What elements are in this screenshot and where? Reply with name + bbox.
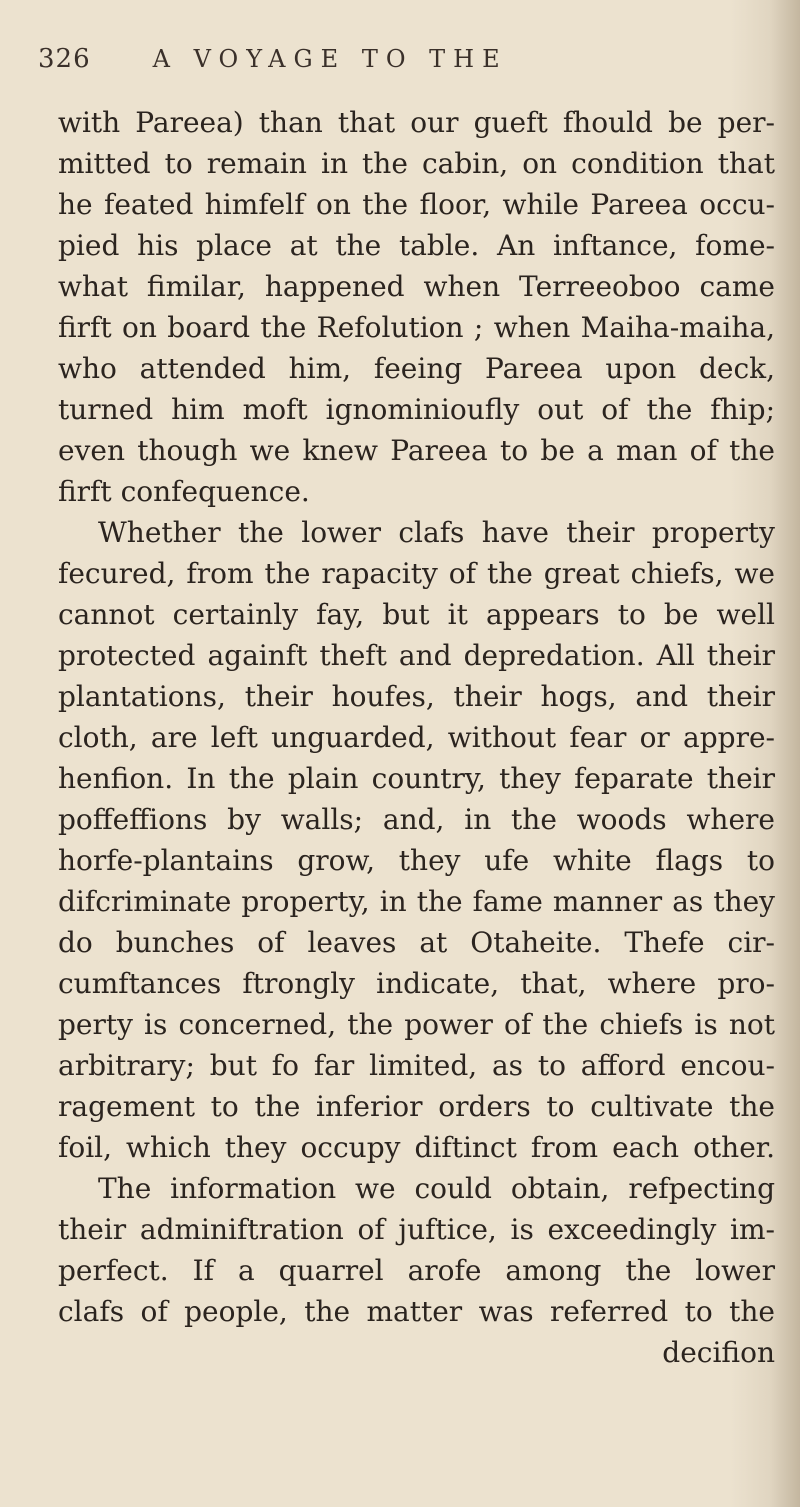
text-line: perty is concerned, the power of the chiefs is not <box>58 1008 775 1041</box>
text-line: henfion. In the plain country, they feparate their <box>58 762 775 795</box>
text-line: he feated himfelf on the floor, while Pareea occu- <box>58 188 775 221</box>
page-number: 326 <box>38 44 91 74</box>
text-line: who attended him, feeing Pareea upon deck, <box>58 352 775 385</box>
text-line: fecured, from the rapacity of the great chiefs, we <box>58 557 775 590</box>
text-line: foil, which they occupy diftinct from each other. <box>58 1131 775 1164</box>
text-line: horfe-plantains grow, they ufe white flags to <box>58 844 775 877</box>
text-line: what fimilar, happened when Terreeoboo came <box>58 270 775 303</box>
text-line: arbitrary; but fo far limited, as to afford encou- <box>58 1049 775 1082</box>
text-line: pied his place at the table. An inftance, fome- <box>58 229 775 262</box>
text-line: mitted to remain in the cabin, on condition that <box>58 147 775 180</box>
running-head: A VOYAGE TO THE <box>152 45 508 73</box>
catchword: decifion <box>662 1336 775 1369</box>
text-line: protected againft theft and depredation. All their <box>58 639 775 672</box>
text-line: plantations, their houfes, their hogs, and their <box>58 680 775 713</box>
text-line: cumftances ftrongly indicate, that, where pro- <box>58 967 775 1000</box>
page-header <box>38 44 578 84</box>
text-line: cannot certainly fay, but it appears to be well <box>58 598 775 631</box>
paragraph-start-line: The information we could obtain, refpecting <box>98 1172 775 1205</box>
text-line: with Pareea) than that our gueft fhould be per- <box>58 106 775 139</box>
text-line: difcriminate property, in the fame manner as they <box>58 885 775 918</box>
text-line: even though we knew Pareea to be a man of the <box>58 434 775 467</box>
text-line: their adminiftration of juftice, is exceedingly im- <box>58 1213 775 1246</box>
text-line: ragement to the inferior orders to cultivate the <box>58 1090 775 1123</box>
paragraph-start-line: Whether the lower clafs have their property <box>98 516 775 549</box>
text-line: do bunches of leaves at Otaheite. Thefe cir- <box>58 926 775 959</box>
text-line: firft on board the Refolution ; when Maiha-maiha, <box>58 311 775 344</box>
text-line: perfect. If a quarrel arofe among the lower <box>58 1254 775 1287</box>
text-line: cloth, are left unguarded, without fear or appre- <box>58 721 775 754</box>
text-line: clafs of people, the matter was referred to the <box>58 1295 775 1328</box>
text-line: turned him moft ignominioufly out of the fhip; <box>58 393 775 426</box>
text-line: poffeffions by walls; and, in the woods where <box>58 803 775 836</box>
paragraph-end-line: firft confequence. <box>58 475 310 508</box>
